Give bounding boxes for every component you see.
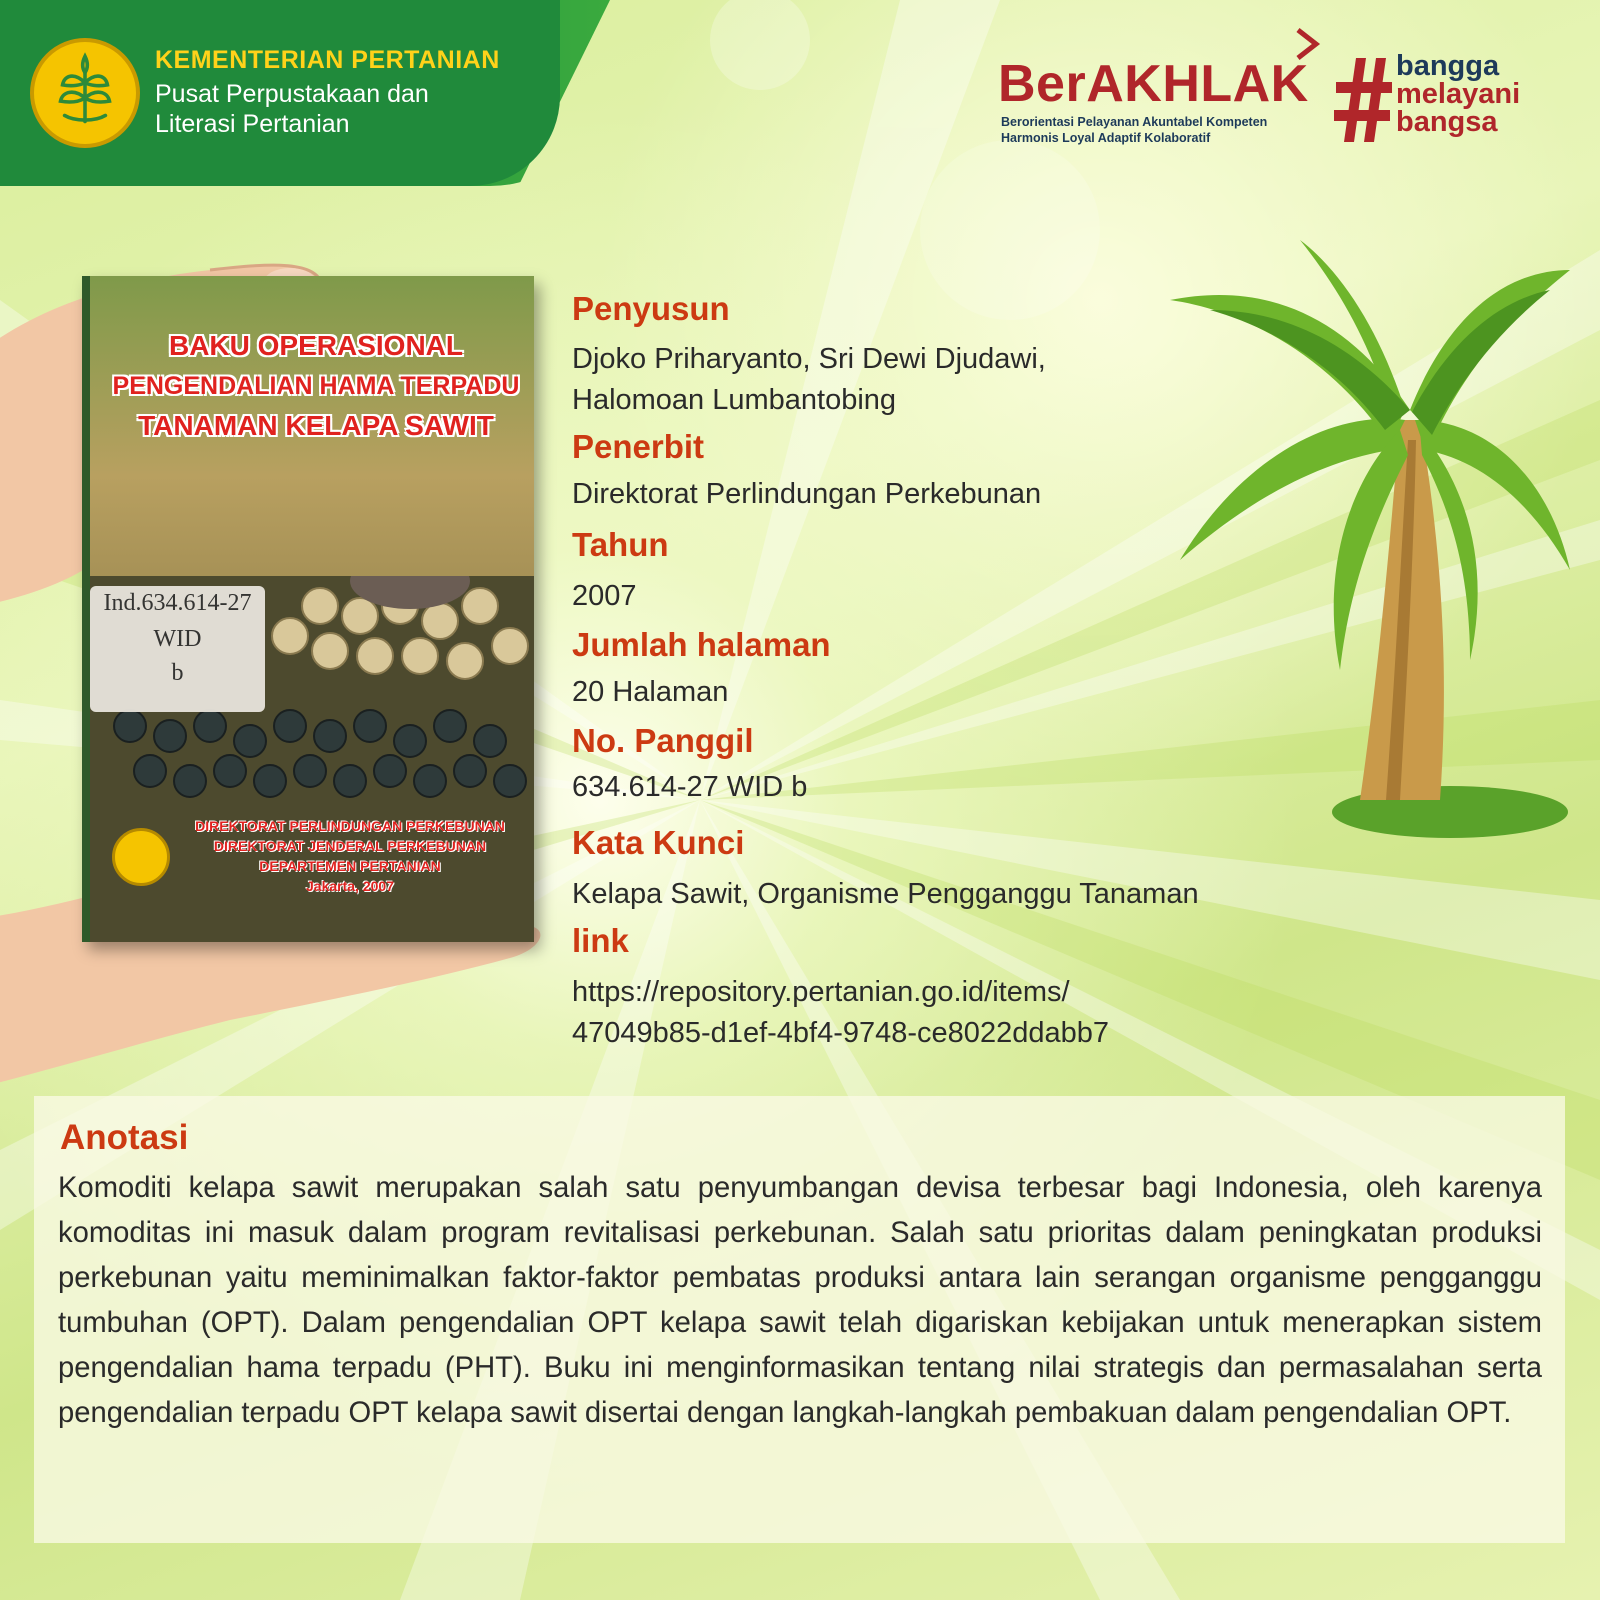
annotation-title: Anotasi	[60, 1118, 189, 1157]
chevron-right-icon	[1290, 26, 1326, 62]
book-title-line2: PENGENDALIAN HAMA TERPADU	[112, 372, 520, 400]
tagline-bangsa: bangsa	[1396, 106, 1498, 138]
halaman-value: 20 Halaman	[572, 676, 729, 708]
penyusun-value-line1: Djoko Priharyanto, Sri Dewi Djudawi,	[572, 343, 1046, 375]
halaman-label: Jumlah halaman	[572, 626, 831, 663]
tahun-value: 2007	[572, 580, 637, 612]
hashtag-icon	[1334, 54, 1394, 146]
kunci-value: Kelapa Sawit, Organisme Pengganggu Tanaman	[572, 878, 1199, 910]
palm-tree-icon	[1150, 240, 1580, 850]
penyusun-label: Penyusun	[572, 290, 730, 327]
book-publisher	[170, 816, 530, 896]
link-value-line2[interactable]: 47049b85-d1ef-4bf4-9748-ce8022ddabb7	[572, 1017, 1109, 1049]
link-value-line1[interactable]: https://repository.pertanian.go.id/items/	[572, 976, 1070, 1008]
book-publisher-line2: DIREKTORAT JENDERAL PERKEBUNAN	[213, 838, 487, 854]
penyusun-value-line2: Halomoan Lumbantobing	[572, 384, 897, 416]
tagline	[1396, 52, 1520, 136]
penerbit-label: Penerbit	[572, 428, 705, 465]
book-publisher-line4: Jakarta, 2007	[306, 878, 394, 894]
panggil-value: 634.614-27 WID b	[572, 771, 808, 803]
book-title-line1: BAKU OPERASIONAL	[168, 330, 463, 361]
berakhlak-line2: Harmonis Loyal Adaptif Kolaboratif	[1001, 131, 1211, 145]
tagline-bangga: bangga	[1396, 50, 1500, 82]
penerbit-value: Direktorat Perlindungan Perkebunan	[572, 478, 1042, 510]
panggil-label: No. Panggil	[572, 722, 754, 759]
ministry-name: KEMENTERIAN PERTANIAN	[155, 46, 500, 74]
book-title	[98, 326, 534, 446]
kunci-label: Kata Kunci	[572, 824, 745, 861]
unit-name-line1: Pusat Perpustakaan dan	[155, 80, 429, 108]
sticker-line2: WID	[153, 626, 202, 652]
tahun-label: Tahun	[572, 526, 669, 563]
annotation-text: Komoditi kelapa sawit merupakan salah satu penyumbangan devisa terbesar bagi Indonesia, oleh karenya komoditas ini masuk dalam program revitalisasi perkebunan. Salah satu prioritas dalam peningkatan produksi perkebunan yaitu meminimalkan faktor-faktor pembatas produksi antara lain serangan organisme pengganggu tumbuhan (OPT). Dalam pengendalian OPT kelapa sawit telah digariskan kebijakan untuk menerapkan sistem pengendalian hama terpadu (PHT). Buku ini menginformasikan tentang nilai strategis dan permasalahan serta pengendalian terpadu OPT kelapa sawit disertai dengan langkah-langkah pembakuan dalam pengendalian OPT.	[58, 1172, 1542, 1429]
book-logo-icon	[112, 828, 170, 886]
sticker-line3: b	[171, 660, 184, 686]
unit-name-line2: Literasi Pertanian	[155, 110, 350, 138]
sticker-line1: Ind.634.614-27	[103, 590, 252, 616]
tagline-melayani: melayani	[1396, 78, 1521, 110]
book-publisher-line3: DEPARTEMEN PERTANIAN	[259, 858, 441, 874]
kementan-logo-icon	[30, 38, 140, 148]
berakhlak-line1: Berorientasi Pelayanan Akuntabel Kompeten	[1001, 115, 1268, 129]
berakhlak-logo: BerAKHLAK	[998, 55, 1309, 113]
link-label: link	[572, 922, 629, 959]
book-title-line3: TANAMAN KELAPA SAWIT	[138, 410, 494, 441]
book-publisher-line1: DIREKTORAT PERLINDUNGAN PERKEBUNAN	[195, 818, 505, 834]
call-number-sticker	[90, 586, 265, 712]
book-cover	[82, 276, 534, 942]
berakhlak-subtitle	[1001, 114, 1267, 146]
